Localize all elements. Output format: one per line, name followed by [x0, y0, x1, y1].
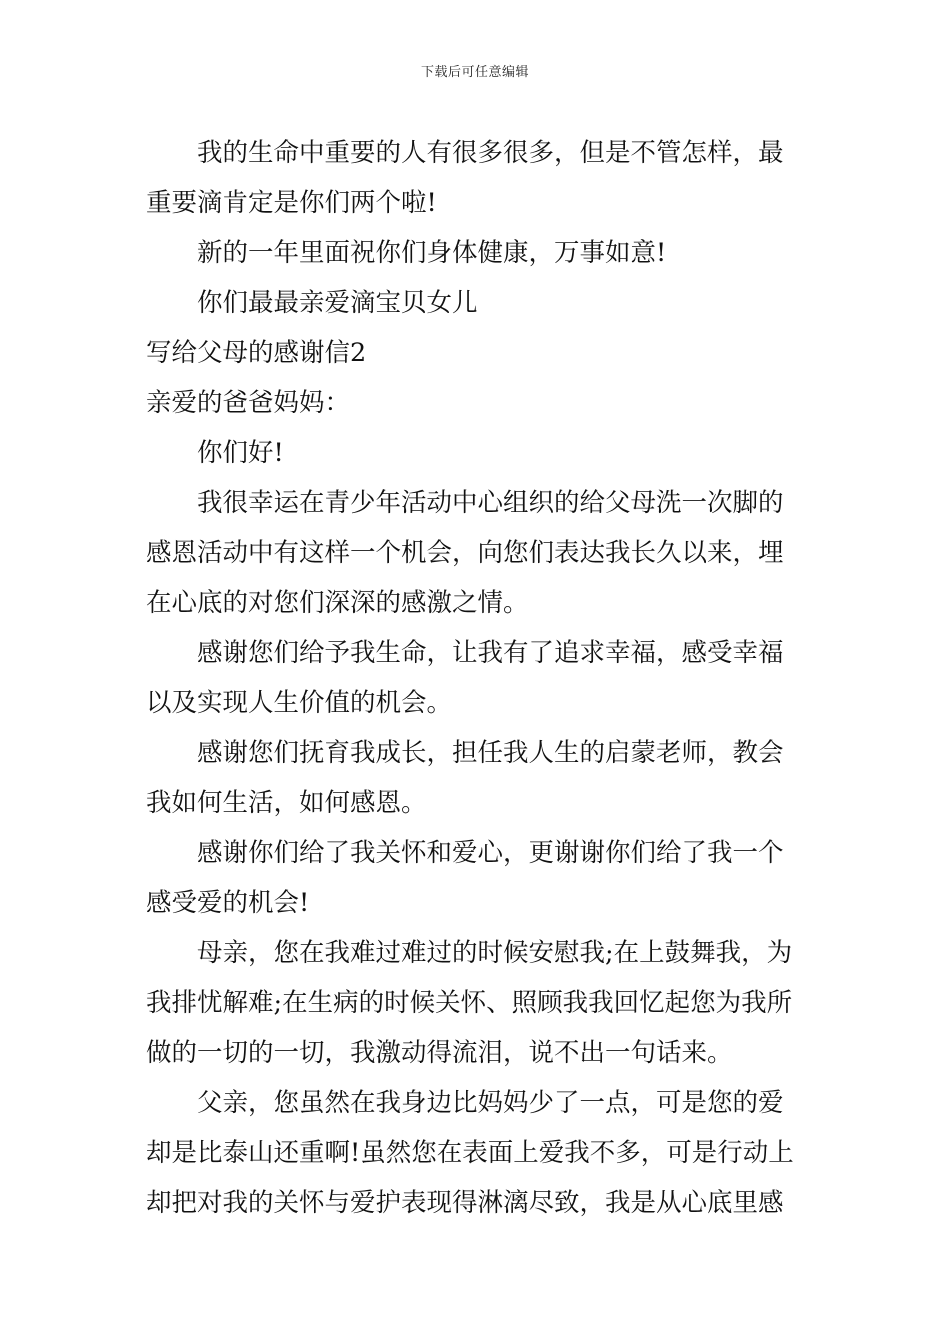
- page-header: 下载后可任意编辑: [420, 65, 529, 80]
- text-line: 感谢您们给予我生命，让我有了追求幸福，感受幸福: [197, 638, 784, 668]
- text-line: 感谢您们抚育我成长，担任我人生的启蒙老师，教会: [197, 738, 784, 768]
- text-line: 在心底的对您们深深的感激之情。: [146, 588, 529, 618]
- text-line: 你们好!: [197, 438, 284, 468]
- text-line: 却是比泰山还重啊!虽然您在表面上爱我不多，可是行动上: [146, 1138, 794, 1168]
- text-line: 却把对我的关怀与爱护表现得淋漓尽致，我是从心底里感: [146, 1188, 784, 1218]
- text-line: 你们最最亲爱滴宝贝女儿: [197, 288, 478, 318]
- letter-body: [146, 128, 806, 1228]
- text-line: 以及实现人生价值的机会。: [146, 688, 453, 718]
- text-line: 新的一年里面祝你们身体健康，万事如意!: [197, 238, 667, 268]
- text-line: 做的一切的一切，我激动得流泪，说不出一句话来。: [146, 1038, 733, 1068]
- text-line: 父亲，您虽然在我身边比妈妈少了一点，可是您的爱: [197, 1088, 784, 1118]
- text-line: 我排忧解难;在生病的时候关怀、照顾我我回忆起您为我所: [146, 988, 793, 1018]
- text-line: 写给父母的感谢信2: [146, 338, 367, 368]
- text-line: 我的生命中重要的人有很多很多，但是不管怎样，最: [197, 138, 784, 168]
- text-line: 感受爱的机会!: [146, 888, 310, 918]
- text-line: 母亲，您在我难过难过的时候安慰我;在上鼓舞我，为: [197, 938, 793, 968]
- text-line: 我如何生活，如何感恩。: [146, 788, 427, 818]
- text-line: 重要滴肯定是你们两个啦!: [146, 188, 437, 218]
- text-line: 我很幸运在青少年活动中心组织的给父母洗一次脚的: [197, 488, 784, 518]
- text-line: 亲爱的爸爸妈妈：: [146, 388, 351, 418]
- text-line: 感谢你们给了我关怀和爱心，更谢谢你们给了我一个: [197, 838, 784, 868]
- text-line: 感恩活动中有这样一个机会，向您们表达我长久以来，埋: [146, 538, 784, 568]
